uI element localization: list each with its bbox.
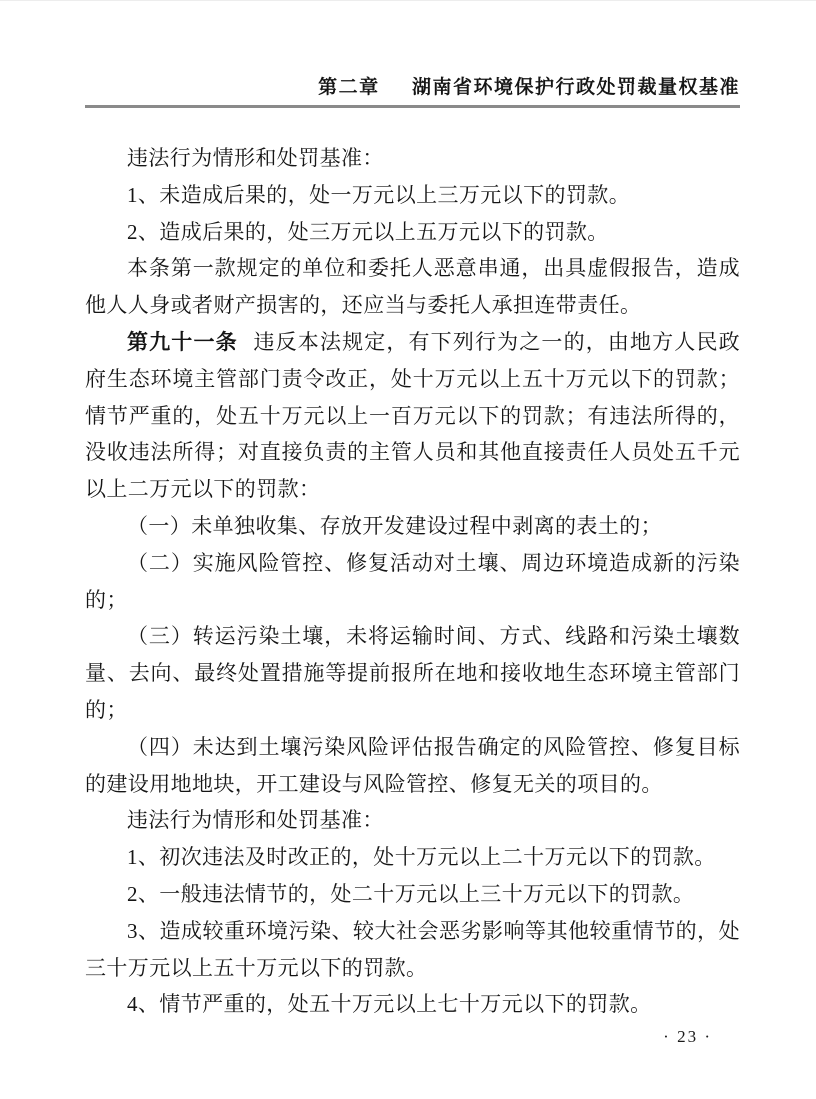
paragraph-penalty-item-2: 2、造成后果的，处三万元以上五万元以下的罚款。 — [127, 219, 609, 244]
paragraph-subitem-2: （二）实施风险管控、修复活动对土壤、周边环境造成新的污染的； — [85, 550, 740, 612]
paragraph-penalty-heading-2: 违法行为情形和处罚基准： — [127, 808, 384, 833]
paragraph-penalty-heading: 违法行为情形和处罚基准： — [127, 146, 384, 170]
article-text: 违反本法规定，有下列行为之一的，由地方人民政府生态环境主管部门责令改正，处十万元以上五十万元以下的罚款；情节严重的，处五十万元以上一百万元以下的罚款；有违法所得的，没收违法所得；对直接负责的主管人员和其他直接责任人员处五千元以上二万元以下的罚款： — [85, 329, 740, 502]
running-header — [85, 75, 740, 101]
paragraph-penalty2-item-2: 2、一般违法情节的，处二十万元以上三十万元以下的罚款。 — [127, 881, 695, 906]
document-body — [85, 140, 740, 1023]
page-number: · 23 · — [663, 1027, 712, 1046]
paragraph-subitem-4: （四）未达到土壤污染风险评估报告确定的风险管控、修复目标的建设用地地块，开工建设与风险管控、修复无关的项目的。 — [85, 734, 740, 796]
paragraph-liability-clause: 本条第一款规定的单位和委托人恶意串通，出具虚假报告，造成他人人身或者财产损害的，还应当与委托人承担连带责任。 — [85, 256, 740, 318]
paragraph-penalty-item-1: 1、未造成后果的，处一万元以上三万元以下的罚款。 — [127, 182, 631, 207]
article-number: 第九十一条 — [127, 329, 238, 354]
paragraph-penalty2-item-3: 3、造成较重环境污染、较大社会恶劣影响等其他较重情节的，处三十万元以上五十万元以下的罚款。 — [85, 918, 740, 980]
chapter-number: 第二章 — [318, 77, 380, 98]
paragraph-subitem-3: （三）转运污染土壤，未将运输时间、方式、线路和污染土壤数量、去向、最终处置措施等提前报所在地和接收地生态环境主管部门的； — [85, 624, 740, 722]
paragraph-penalty2-item-1: 1、初次违法及时改正的，处十万元以上二十万元以下的罚款。 — [127, 845, 716, 870]
paragraph-article-91 — [85, 324, 740, 508]
page-header — [85, 75, 740, 108]
header-rule — [85, 105, 740, 108]
paragraph-subitem-1: （一）未单独收集、存放开发建设过程中剥离的表土的； — [127, 513, 662, 538]
chapter-title: 湖南省环境保护行政处罚裁量权基准 — [411, 77, 740, 98]
paragraph-penalty2-item-4: 4、情节严重的，处五十万元以上七十万元以下的罚款。 — [127, 992, 652, 1017]
